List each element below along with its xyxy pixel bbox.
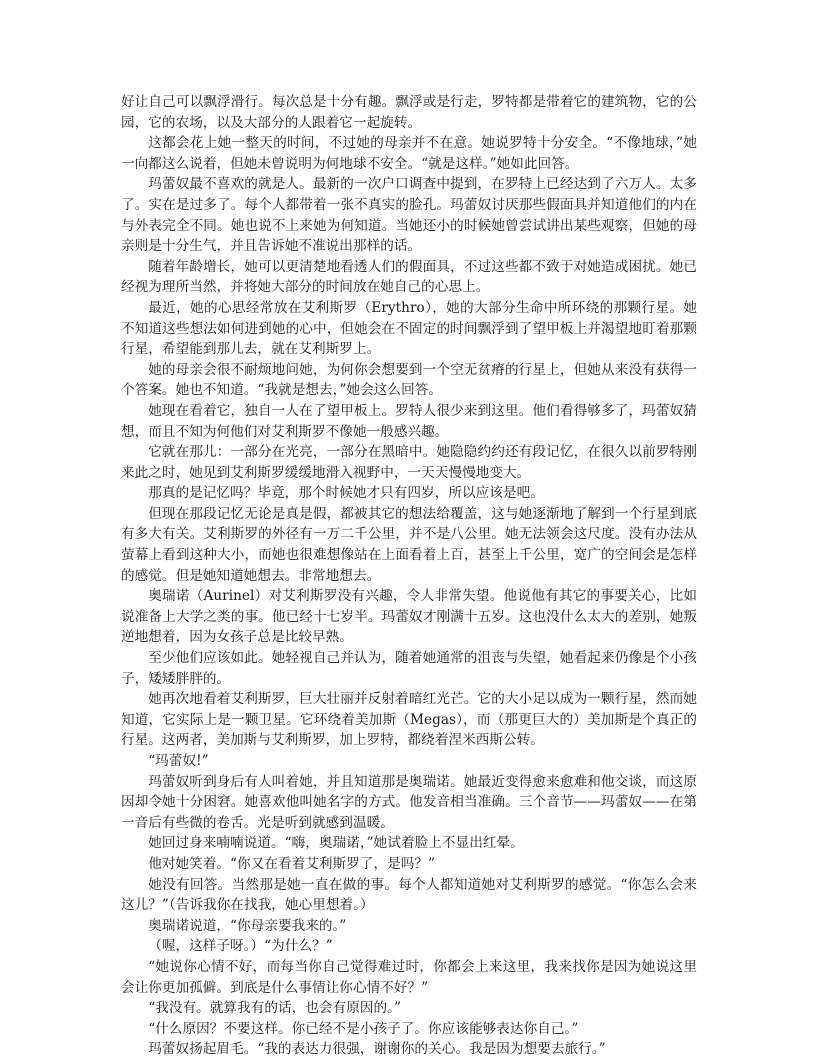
paragraph: 好让自己可以飘浮滑行。每次总是十分有趣。飘浮或是行走，罗特都是带着它的建筑物，它的公园，它的农场，以及大部分的人跟着它一起旋转。 bbox=[121, 94, 697, 131]
paragraph: 奥瑞诺说道，“你母亲要我来的。” bbox=[148, 917, 347, 934]
paragraph: “我没有。就算我有的话，也会有原因的。” bbox=[148, 1000, 401, 1017]
paragraph: 这都会花上她一整天的时间，不过她的母亲并不在意。她说罗特十分安全。“不像地球，”她一向都这么说着，但她未曾说明为何地球不安全。“就是这样。”她如此回答。 bbox=[121, 135, 697, 172]
paragraph: （喔，这样子呀。）“为什么？” bbox=[148, 938, 333, 955]
paragraph: 玛蕾奴扬起眉毛。“我的表达力很强，谢谢你的关心。我是因为想要去旅行。” bbox=[148, 1041, 606, 1058]
paragraph: 最近，她的心思经常放在艾利斯罗（Erythro），她的大部分生命中所环绕的那颗行星。她不知道这些想法如何进到她的心中，但她会在不固定的时间飘浮到了望甲板上并渴望地盯着那颗行星，希望能到那儿去，就在艾利斯罗上。 bbox=[121, 299, 697, 358]
paragraph: 至少他们应该如此。她轻视自己并认为，随着她通常的沮丧与失望，她看起来仍像是个小孩子，矮矮胖胖的。 bbox=[121, 650, 697, 687]
paragraph: 但现在那段记忆无论是真是假，都被其它的想法给覆盖，这与她逐渐地了解到一个行星到底有多大有关。艾利斯罗的外径有一万二千公里，并不是八公里。她无法领会这尺度。没有办法从萤幕上看到这种大小，而她也很难想像站在上面看着上百，甚至上千公里，宽广的空间会是怎样的感觉。但是她知道她想去。非常地想去。 bbox=[121, 505, 697, 584]
paragraph: 她再次地看着艾利斯罗，巨大壮丽并反射着暗红光芒。它的大小足以成为一颗行星，然而她知道，它实际上是一颗卫星。它环绕着美加斯（Megas），而（那更巨大的）美加斯是个真正的行星。这两者，美加斯与艾利斯罗，加上罗特，都绕着涅米西斯公转。 bbox=[121, 691, 697, 749]
paragraph: “她说你心情不好，而每当你自己觉得难过时，你都会上来这里，我来找你是因为她说这里会让你更加孤僻。到底是什么事情让你心情不好？” bbox=[121, 958, 697, 996]
paragraph: 它就在那儿：一部分在光亮，一部分在黑暗中。她隐隐约约还有段记忆，在很久以前罗特刚来此之时，她见到艾利斯罗缓缓地滑入视野中，一天天慢慢地变大。 bbox=[121, 444, 697, 481]
body-text bbox=[121, 92, 697, 1060]
paragraph: 那真的是记忆吗？毕竟，那个时候她才只有四岁，所以应该是吧。 bbox=[148, 485, 544, 502]
paragraph: 她的母亲会很不耐烦地问她，为何你会想要到一个空无贫瘠的行星上，但她从来没有获得一个答案。她也不知道。“我就是想去，”她会这么回答。 bbox=[121, 361, 697, 399]
paragraph: “玛蕾奴!” bbox=[148, 753, 209, 769]
paragraph: 他对她笑着。“你又在看着艾利斯罗了，是吗？” bbox=[148, 855, 436, 872]
paragraph: “什么原因？不要这样。你已经不是小孩子了。你应该能够表达你自己。” bbox=[148, 1020, 579, 1037]
paragraph: 她回过身来喃喃说道。“嗨，奥瑞诺，”她试着脸上不显出红晕。 bbox=[148, 835, 524, 852]
paragraph: 奥瑞诺（Aurinel）对艾利斯罗没有兴趣，令人非常失望。他说他有其它的事要关心，比如说准备上大学之类的事。他已经十七岁半。玛蕾奴才刚满十五岁。这也没什么太大的差别，她叛逆地想着，因为女孩子总是比较早熟。 bbox=[121, 588, 697, 646]
paragraph: 玛蕾奴听到身后有人叫着她，并且知道那是奥瑞诺。她最近变得愈来愈难和他交谈，而这原因却令她十分困窘。她喜欢他叫她名字的方式。他发音相当准确。三个音节——玛蕾奴——在第一音后有些微的卷舌。光是听到就感到温暖。 bbox=[121, 773, 697, 831]
paragraph: 玛蕾奴最不喜欢的就是人。最新的一次户口调查中提到，在罗特上已经达到了六万人。太多了。实在是过多了。每个人都带着一张不真实的脸孔。玛蕾奴讨厌那些假面具并知道他们的内在与外表完全不同。她也说不上来她为何知道。当她还小的时候她曾尝试讲出某些观察，但她的母亲则是十分生气，并且告诉她不准说出那样的话。 bbox=[121, 176, 697, 255]
paragraph: 随着年龄增长，她可以更清楚地看透人们的假面具，不过这些都不致于对她造成困扰。她已经视为理所当然，并将她大部分的时间放在她自己的心思上。 bbox=[121, 258, 697, 296]
paragraph: 她没有回答。当然那是她一直在做的事。每个人都知道她对艾利斯罗的感觉。“你怎么会来这儿？”（告诉我你在找我，她心里想着。） bbox=[121, 876, 697, 914]
paragraph: 她现在看着它，独自一人在了望甲板上。罗特人很少来到这里。他们看得够多了，玛蕾奴猜想，而且不知为何他们对艾利斯罗不像她一般感兴趣。 bbox=[121, 402, 697, 440]
